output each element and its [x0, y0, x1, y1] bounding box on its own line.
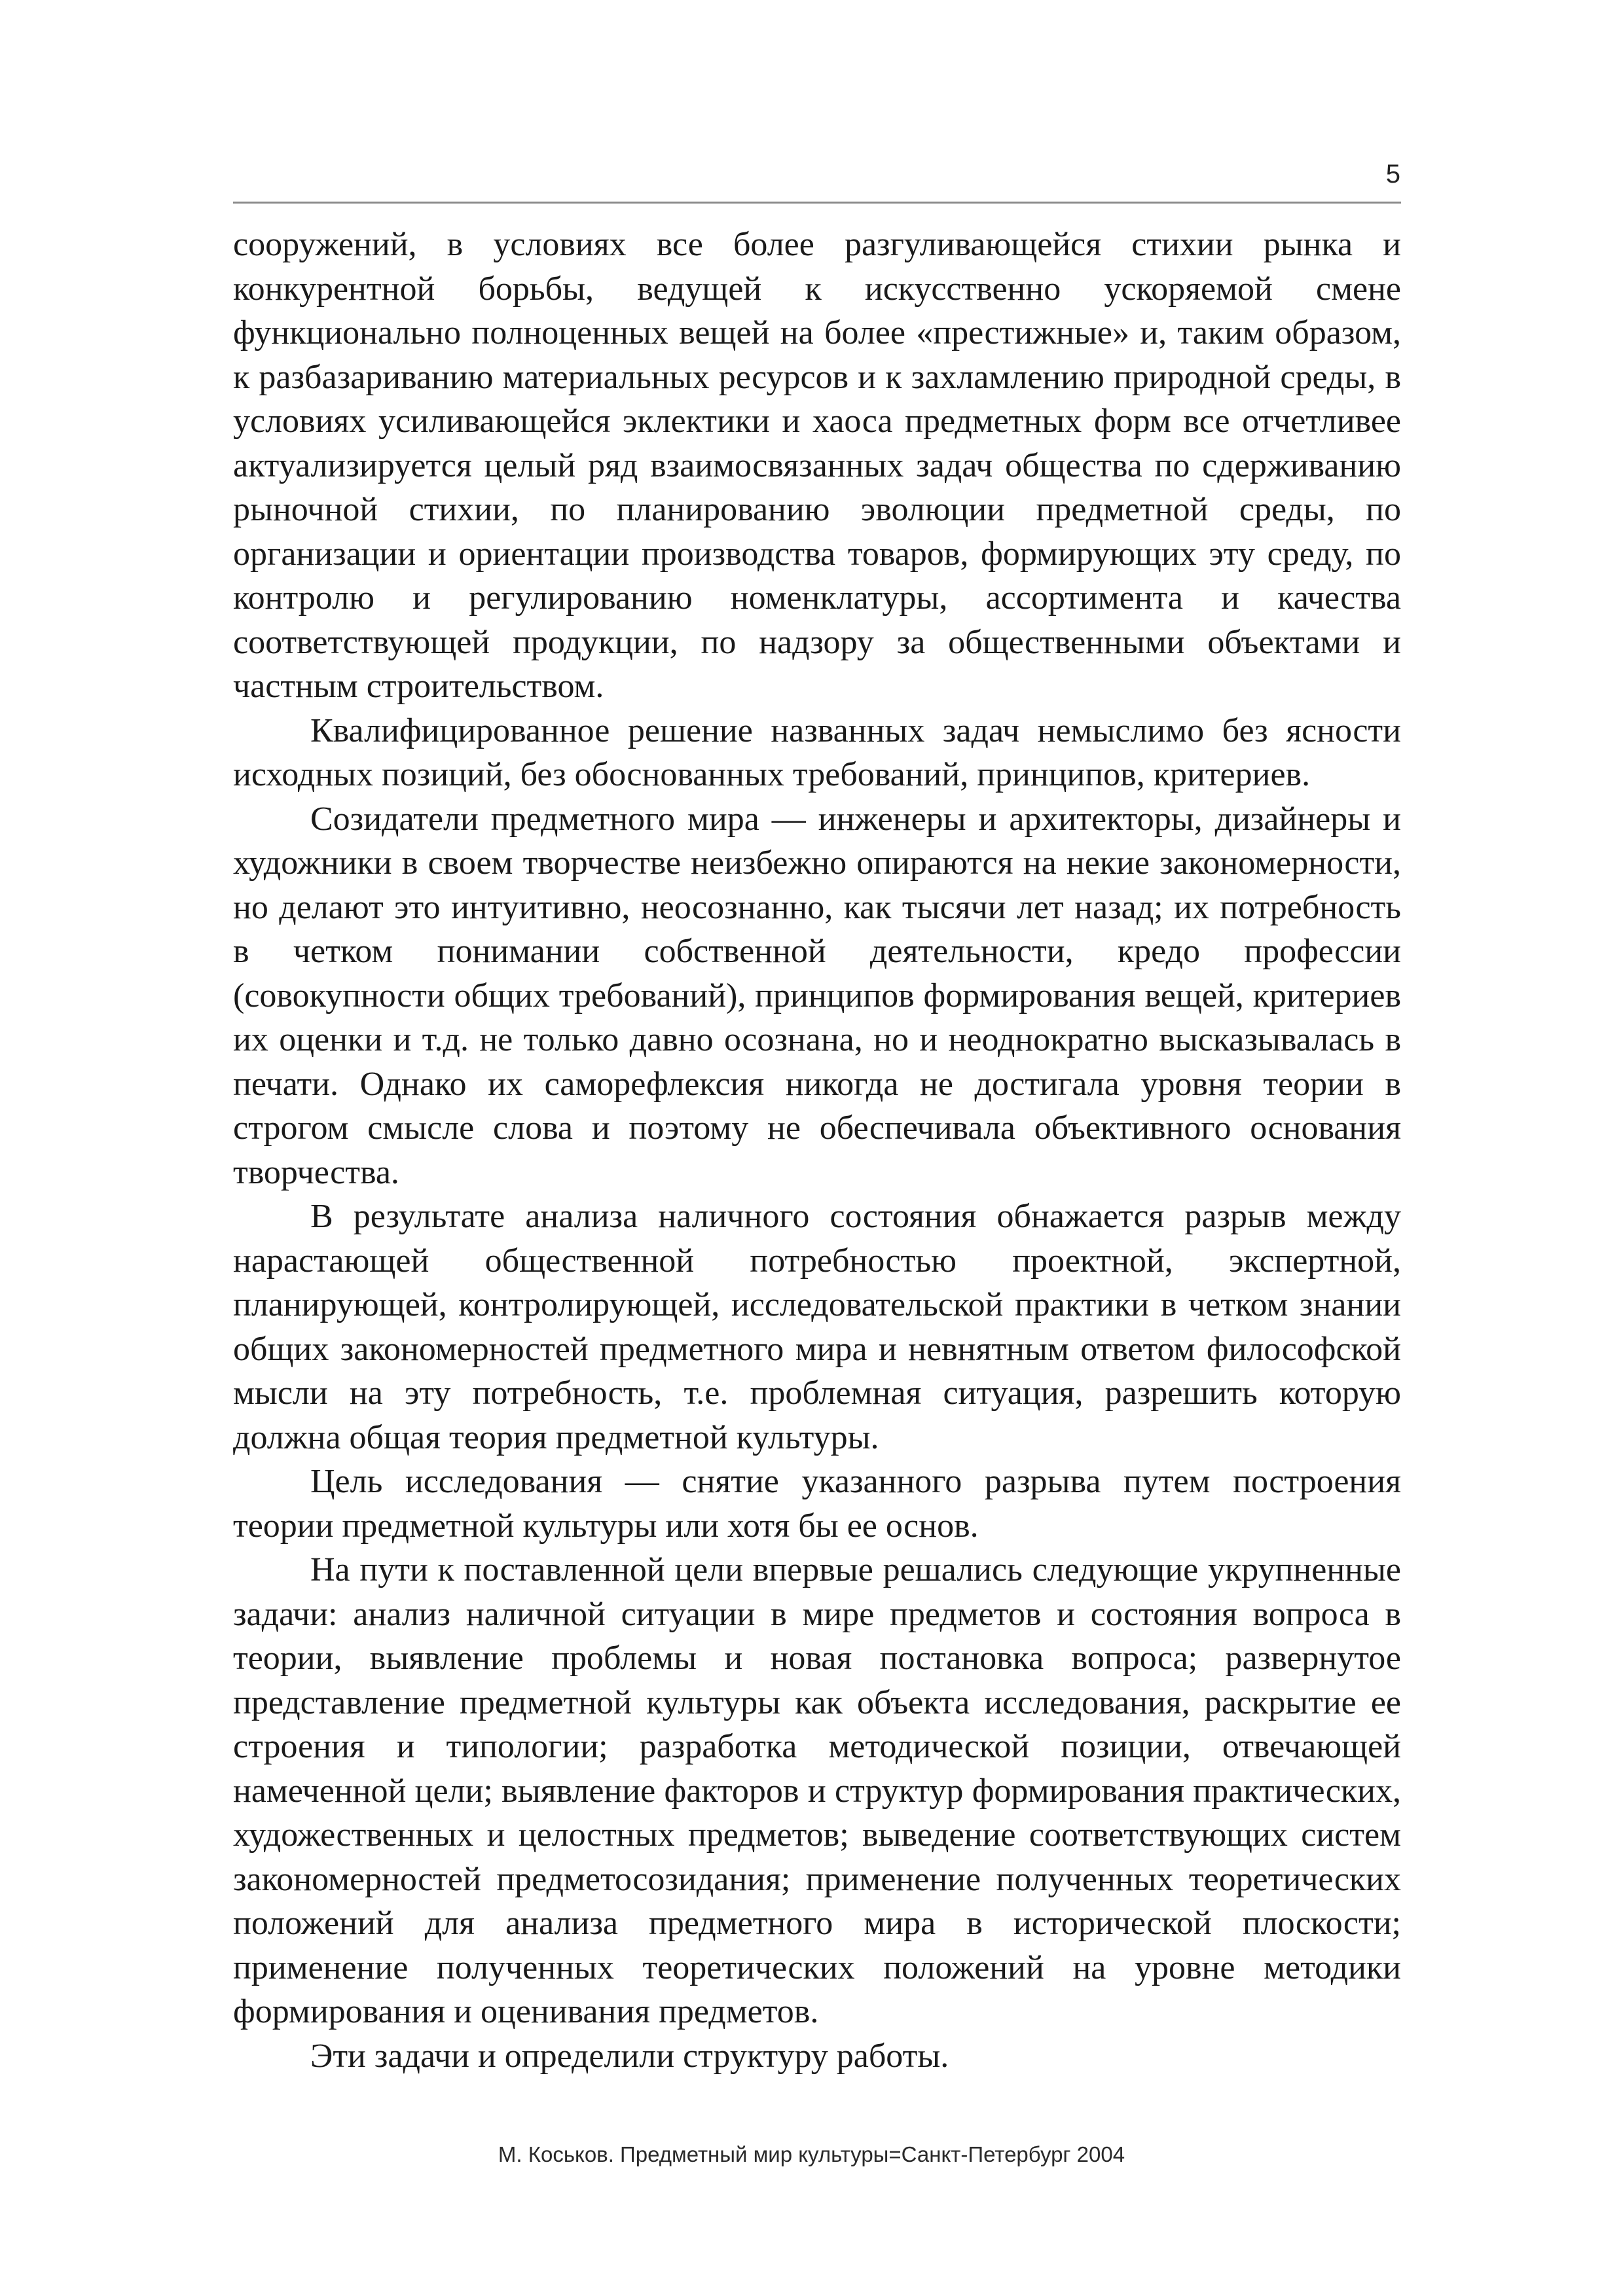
paragraph-1: сооружений, в условиях все более разгуливающейся стихии рынка и конкурентной борьбы, ведущей к искусственно ускоряемой смене функционально полноценных вещей на более «престижные» и, таким образом, к разбазариванию материальных ресурсов и к захламлению природной среды, в условиях усиливающейся эклектики и хаоса предметных форм все отчетливее актуализируется целый ряд взаимосвязанных задач общества по сдерживанию рыночной стихии, по планированию эволюции предметной среды, по организации и ориентации производства товаров, формирующих эту среду, по контролю и регулированию номенклатуры, ассортимента и качества соответствующей продукции, по надзору за общественными объектами и частным строительством.	[233, 226, 1401, 705]
page-number: 5	[1385, 160, 1400, 188]
paragraph-7: Эти задачи и определили структуру работы.	[310, 2037, 949, 2075]
paragraph-5: Цель исследования — снятие указанного разрыва путем построения теории предметной культуры или хотя бы ее основ.	[233, 1463, 1401, 1545]
body-text	[233, 223, 1401, 2078]
paragraph-6: На пути к поставленной цели впервые решались следующие укрупненные задачи: анализ наличной ситуации в мире предметов и состояния вопроса в теории, выявление проблемы и новая постановка вопроса; развернутое представление предметной культуры как объекта исследования, раскрытие ее строения и типологии; разработка методической позиции, отвечающей намеченной цели; выявление факторов и структур формирования практических, художественных и целостных предметов; выведение соответствующих систем закономерностей предметосозидания; применение полученных теоретических положений для анализа предметного мира в исторической плоскости; применение полученных теоретических положений на уровне методики формирования и оценивания предметов.	[233, 1551, 1401, 2030]
paragraph-4: В результате анализа наличного состояния обнажается разрыв между нарастающей общественной потребностью проектной, экспертной, планирующей, контролирующей, исследовательской практики в четком знании общих закономерностей предметного мира и невнятным ответом философской мысли на эту потребность, т.е. проблемная ситуация, разрешить которую должна общая теория предметной культуры.	[233, 1198, 1401, 1456]
paragraph-3: Созидатели предметного мира — инженеры и архитекторы, дизайнеры и художники в своем творчестве неизбежно опираются на некие закономерности, но делают это интуитивно, неосознанно, как тысячи лет назад; их потребность в четком понимании собственной деятельности, кредо профессии (совокупности общих требований), принципов формирования вещей, критериев их оценки и т.д. не только давно осознана, но и неоднократно высказывалась в печати. Однако их саморефлексия никогда не достигала уровня теории в строгом смысле слова и поэтому не обеспечивала объективного основания творчества.	[233, 800, 1401, 1191]
page-footer: М. Коськов. Предметный мир культуры=Санкт-Петербург 2004	[498, 2142, 1125, 2166]
header-rule	[233, 202, 1401, 204]
paragraph-2: Квалифицированное решение названных задач немыслимо без ясности исходных позиций, без обоснованных требований, принципов, критериев.	[233, 711, 1401, 793]
